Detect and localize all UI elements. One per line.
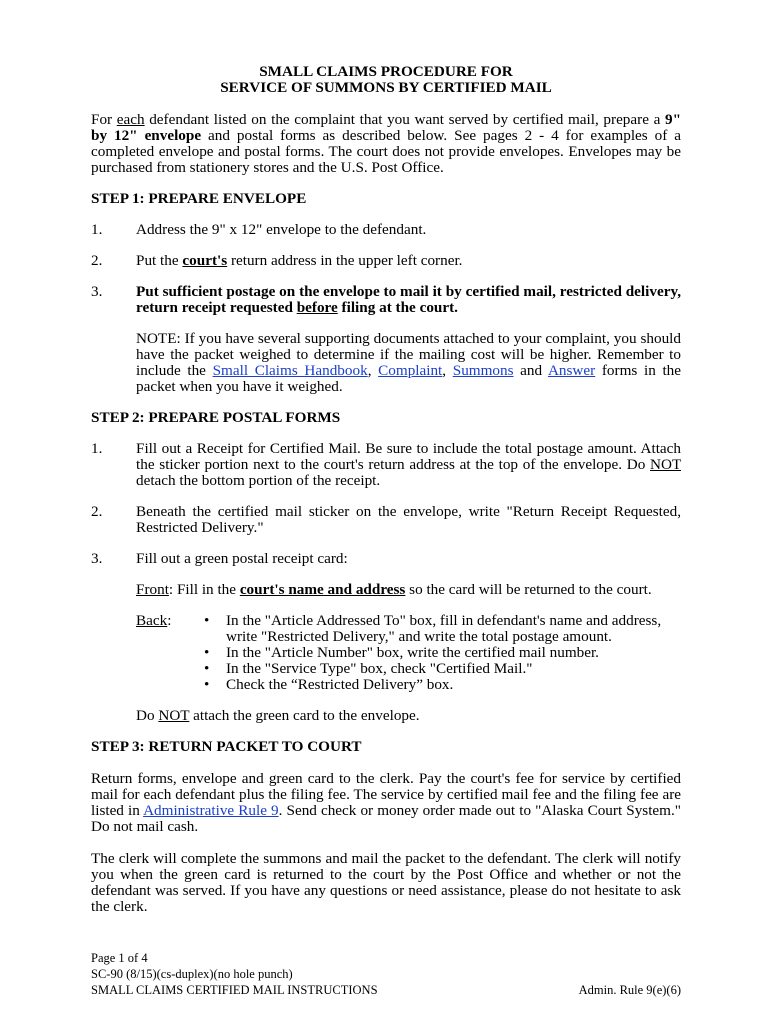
title-line-1: SMALL CLAIMS PROCEDURE FOR [259, 63, 513, 80]
footer-rule: Admin. Rule 9(e)(6) [578, 983, 681, 997]
back-label: Back [136, 612, 168, 629]
step2-item-1-not: NOT [650, 456, 681, 473]
bullet-icon: • [204, 676, 210, 693]
step2-item-1 [91, 441, 681, 489]
list-item [204, 676, 681, 693]
step2-heading: STEP 2: PREPARE POSTAL FORMS [91, 409, 341, 426]
link-small-claims-handbook[interactable]: Small Claims Handbook [212, 362, 368, 379]
page-footer [91, 950, 681, 998]
bullet-icon: • [204, 612, 210, 629]
footer-row [91, 982, 681, 998]
bullet-icon: • [204, 660, 210, 677]
step1-item-2-text [136, 253, 681, 269]
list-item [204, 660, 681, 677]
step1-item-2-num: 2. [91, 252, 103, 269]
step1-item-3-num: 3. [91, 283, 103, 300]
step3-paragraph-1 [91, 771, 681, 835]
intro-each: each [116, 111, 145, 128]
link-summons[interactable]: Summons [452, 362, 514, 379]
step2-item-1-text [136, 441, 681, 489]
step1-item-3-text [136, 284, 681, 316]
back-instructions [136, 613, 681, 693]
step1-item-3-c: filing at the court. [337, 299, 458, 316]
step1-item-3-a: Put sufficient postage on the envelope to mail it by certified mail, restricted delivery, return receipt requested [136, 283, 681, 316]
step2-item-1-b: detach the bottom portion of the receipt. [136, 472, 381, 489]
title-line-2: SERVICE OF SUMMONS BY CERTIFIED MAIL [220, 79, 552, 96]
bullet-icon: • [204, 644, 210, 661]
step2-item-1-num: 1. [91, 440, 103, 457]
step1-item-2 [91, 253, 681, 269]
step1-heading: STEP 1: PREPARE ENVELOPE [91, 190, 307, 207]
intro-envelope-size: 9" by 12" envelope [91, 111, 681, 144]
front-court-name-address: court's name and address [239, 581, 406, 598]
step2-item-2-text: Beneath the certified mail sticker on the envelope, write "Return Receipt Requested, Restricted Delivery." [136, 503, 681, 536]
step3-p1-a: Return forms, envelope and green card to the clerk. Pay the court's fee for service by certified mail for each defendant plus the filing fee. The service by certified mail fee and the filing fee are listed in [91, 770, 681, 819]
list-item [204, 644, 681, 661]
list-item [204, 612, 681, 645]
note-sep-2: , [442, 362, 453, 379]
step1-item-3-before: before [296, 299, 338, 316]
front-instructions [136, 582, 681, 598]
step3-p1-b: . Send check or money order made out to "Alaska Court System." Do not mail cash. [91, 802, 681, 835]
intro-text-2: defendant listed on the complaint that you want served by certified mail, prepare a [144, 111, 665, 128]
bullet-text: In the "Service Type" box, check "Certified Mail." [226, 660, 533, 677]
step3-paragraph-2: The clerk will complete the summons and mail the packet to the defendant. The clerk will notify you when the green card is returned to the court by the Post Office and whether or not the defendant was served. If you have any questions or need assistance, please do not hesitate to ask the clerk. [91, 850, 681, 915]
bullet-text: Check the “Restricted Delivery” box. [226, 676, 454, 693]
front-text-c: so the card will be returned to the court. [405, 581, 652, 598]
intro-paragraph [91, 112, 681, 176]
step1-item-3 [91, 284, 681, 316]
back-label-wrap [136, 613, 204, 693]
step1-item-2-courts: court's [182, 252, 228, 269]
back-bullet-list [204, 612, 681, 693]
donot-a: Do [136, 707, 159, 724]
footer-form-name: SMALL CLAIMS CERTIFIED MAIL INSTRUCTIONS [91, 983, 378, 997]
step3-heading: STEP 3: RETURN PACKET TO COURT [91, 738, 362, 755]
document-body [91, 64, 681, 915]
step2-item-1-a: Fill out a Receipt for Certified Mail. Be sure to include the total postage amount. Attach the sticker portion next to the court's return address at the top of the envelope. Do [136, 440, 681, 473]
step1-item-1-text: Address the 9" x 12" envelope to the defendant. [136, 221, 427, 238]
link-administrative-rule-9[interactable]: Administrative Rule 9 [143, 802, 279, 819]
front-label: Front [136, 581, 169, 598]
note-text-b: forms in the packet when you have it weighed. [136, 362, 682, 395]
step1-note [136, 331, 681, 395]
front-text-a: : Fill in the [168, 581, 240, 598]
note-and: and [513, 362, 548, 379]
bullet-text: In the "Article Addressed To" box, fill in defendant's name and address, write "Restricted Delivery," and write the total postage amount. [226, 612, 662, 645]
step2-item-2-num: 2. [91, 503, 103, 520]
step2-item-2 [91, 504, 681, 536]
bullet-text: In the "Article Number" box, write the certified mail number. [226, 644, 599, 661]
note-text-a: NOTE: If you have several supporting documents attached to your complaint, you should have the packet weighed to determine if the mailing cost will be higher. Remember to include the [136, 330, 681, 379]
step1-item-2-c: return address in the upper left corner. [227, 252, 463, 269]
step2-item-3-text: Fill out a green postal receipt card: [136, 550, 348, 567]
donot-b: attach the green card to the envelope. [189, 707, 420, 724]
footer-page-number: Page 1 of 4 [91, 951, 148, 965]
intro-text-3: and postal forms as described below. See pages 2 - 4 for examples of a completed envelope and postal forms. The court does not provide envelopes. Envelopes may be purchased from stationery stores and the U.S. Post Office. [91, 127, 681, 176]
intro-text-1: For [91, 111, 117, 128]
link-answer[interactable]: Answer [547, 362, 596, 379]
step1-item-2-a: Put the [136, 252, 183, 269]
donot-not: NOT [158, 707, 190, 724]
link-complaint[interactable]: Complaint [378, 362, 443, 379]
step2-item-3-num: 3. [91, 550, 103, 567]
step2-item-3 [91, 551, 681, 567]
step1-item-1 [91, 222, 681, 238]
note-sep-1: , [367, 362, 379, 379]
do-not-attach [136, 708, 681, 724]
back-colon: : [167, 612, 172, 629]
step1-item-1-num: 1. [91, 221, 103, 238]
footer-form-number: SC-90 (8/15)(cs-duplex)(no hole punch) [91, 967, 293, 981]
